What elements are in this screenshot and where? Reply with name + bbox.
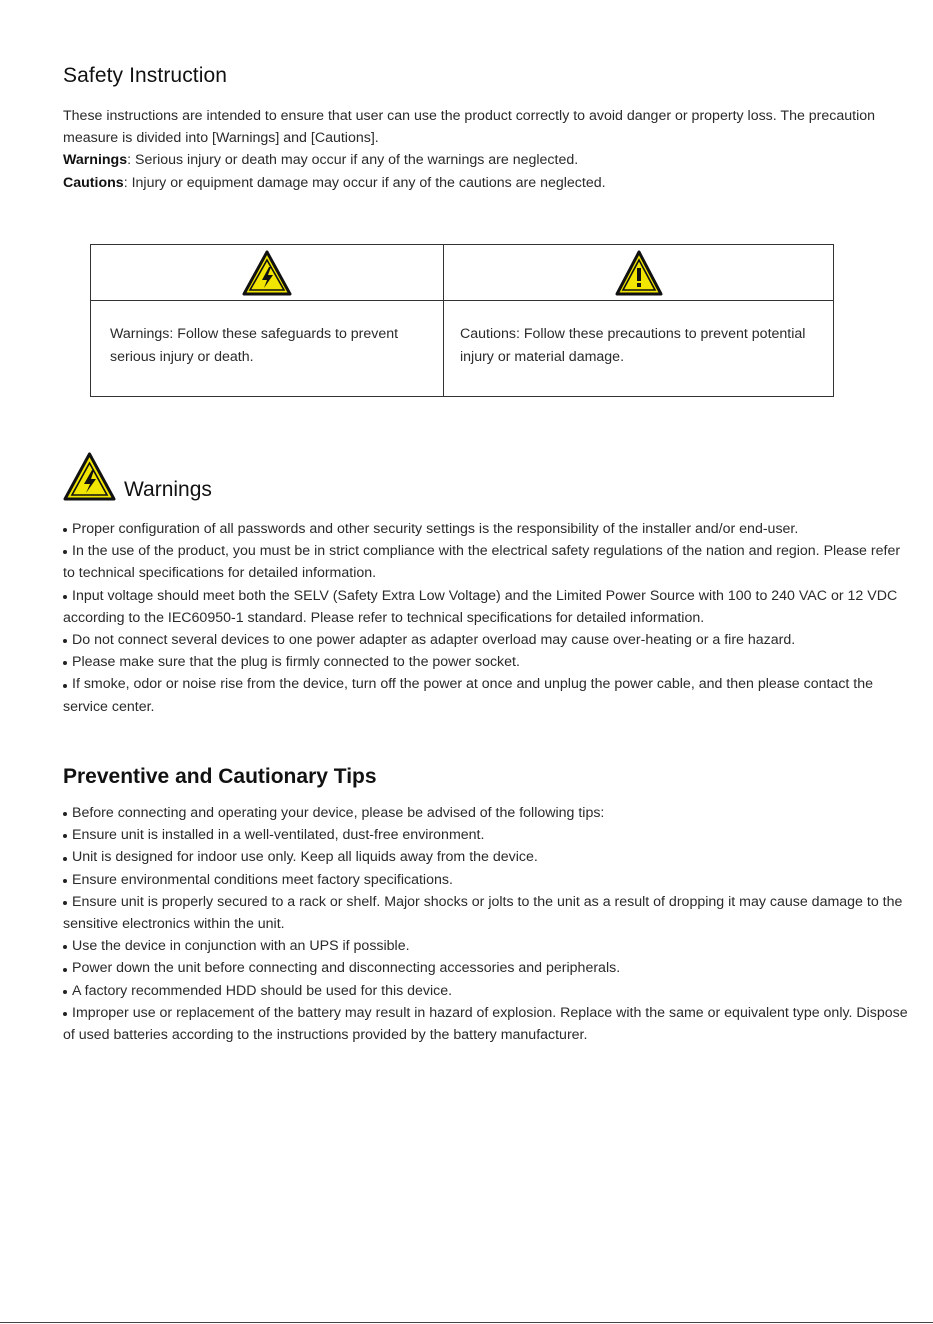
bullet-icon bbox=[63, 595, 67, 599]
list-item bbox=[63, 1002, 913, 1046]
bullet-icon bbox=[63, 990, 67, 994]
warnings-label: Warnings bbox=[63, 152, 128, 169]
list-item bbox=[63, 673, 903, 717]
intro-warnings-line bbox=[63, 149, 893, 171]
bullet-icon bbox=[63, 661, 67, 665]
list-item bbox=[63, 846, 913, 868]
list-item bbox=[63, 518, 903, 540]
bullet-icon bbox=[63, 968, 67, 972]
intro-cautions-line bbox=[63, 172, 893, 194]
bullet-icon bbox=[63, 879, 67, 883]
legend-text-row bbox=[91, 301, 834, 397]
cautions-definition: : Injury or equipment damage may occur if any of the cautions are neglected. bbox=[123, 174, 606, 191]
list-item bbox=[63, 540, 903, 584]
intro-paragraph bbox=[63, 105, 893, 194]
legend-caution-icon-cell bbox=[444, 245, 834, 301]
list-item bbox=[63, 802, 913, 824]
bullet-icon bbox=[63, 550, 67, 554]
warnings-section-title: Warnings bbox=[124, 478, 212, 501]
bullet-icon bbox=[63, 857, 67, 861]
legend-warning-text: Warnings: Follow these safeguards to prevent serious injury or death. bbox=[91, 301, 444, 397]
list-item bbox=[63, 957, 913, 979]
list-item bbox=[63, 869, 913, 891]
high-voltage-warning-icon bbox=[63, 452, 116, 502]
bullet-icon bbox=[63, 945, 67, 949]
list-item-text: Ensure unit is properly secured to a rack or shelf. Major shocks or jolts to the unit as a result of dropping it may cause damage to the sensitive electronics within the unit. bbox=[63, 893, 903, 933]
list-item-text: In the use of the product, you must be in strict compliance with the electrical safety regulations of the nation and region. Please refer to technical specifications for detailed information. bbox=[63, 543, 901, 582]
bullet-icon bbox=[63, 901, 67, 905]
tips-section-title: Preventive and Cautionary Tips bbox=[63, 765, 377, 788]
high-voltage-warning-icon bbox=[242, 250, 292, 296]
warnings-heading bbox=[63, 452, 212, 502]
list-item-text: Before connecting and operating your device, please be advised of the following tips: bbox=[72, 805, 605, 821]
list-item bbox=[63, 935, 913, 957]
warnings-definition: : Serious injury or death may occur if any of the warnings are neglected. bbox=[127, 152, 579, 169]
bullet-icon bbox=[63, 834, 67, 838]
legend-warning-icon-cell bbox=[91, 245, 444, 301]
list-item-text: A factory recommended HDD should be used for this device. bbox=[72, 982, 453, 999]
list-item-text: Use the device in conjunction with an UPS if possible. bbox=[72, 938, 410, 955]
intro-line: These instructions are intended to ensure that user can use the product correctly to avoid danger or property loss. The precaution measure is divided into [Warnings] and [Cautions]. bbox=[63, 108, 876, 147]
list-item-text: If smoke, odor or noise rise from the device, turn off the power at once and unplug the power cable, and then please contact the service center. bbox=[63, 676, 874, 715]
list-item-text: Input voltage should meet both the SELV (Safety Extra Low Voltage) and the Limited Power Source with 100 to 240 VAC or 12 VDC according to the IEC60950-1 standard. Please refer to technical specifications for detailed information. bbox=[63, 587, 898, 626]
symbol-legend-table bbox=[90, 244, 834, 397]
list-item bbox=[63, 824, 913, 846]
list-item-text: Improper use or replacement of the battery may result in hazard of explosion. Replace with the same or equivalent type only. Dispose of used batteries according to the instructions provided by the battery manufacturer. bbox=[63, 1004, 908, 1044]
exclamation-caution-icon bbox=[615, 250, 663, 296]
list-item bbox=[63, 891, 913, 935]
cautions-label: Cautions bbox=[63, 174, 124, 191]
warnings-list bbox=[63, 518, 903, 718]
bullet-icon bbox=[63, 684, 67, 688]
page-bottom-rule bbox=[0, 1322, 933, 1323]
list-item-text: Ensure unit is installed in a well-ventilated, dust-free environment. bbox=[72, 827, 485, 844]
list-item-text: Do not connect several devices to one power adapter as adapter overload may cause over-heating or a fire hazard. bbox=[72, 632, 796, 649]
list-item bbox=[63, 980, 913, 1002]
bullet-icon bbox=[63, 1012, 67, 1016]
list-item-text: Ensure environmental conditions meet factory specifications. bbox=[72, 871, 453, 888]
list-item bbox=[63, 651, 903, 673]
page-title: Safety Instruction bbox=[63, 64, 228, 87]
list-item bbox=[63, 585, 903, 629]
bullet-icon bbox=[63, 528, 67, 532]
bullet-icon bbox=[63, 812, 67, 816]
list-item bbox=[63, 629, 903, 651]
list-item-text: Please make sure that the plug is firmly connected to the power socket. bbox=[72, 654, 520, 671]
legend-icon-row bbox=[91, 245, 834, 301]
tips-list bbox=[63, 802, 913, 1046]
bullet-icon bbox=[63, 639, 67, 643]
legend-caution-text: Cautions: Follow these precautions to prevent potential injury or material damage. bbox=[444, 301, 834, 397]
list-item-text: Proper configuration of all passwords and other security settings is the responsibility of the installer and/or end-user. bbox=[72, 521, 799, 537]
list-item-text: Power down the unit before connecting and disconnecting accessories and peripherals. bbox=[72, 960, 621, 977]
list-item-text: Unit is designed for indoor use only. Keep all liquids away from the device. bbox=[72, 849, 538, 866]
